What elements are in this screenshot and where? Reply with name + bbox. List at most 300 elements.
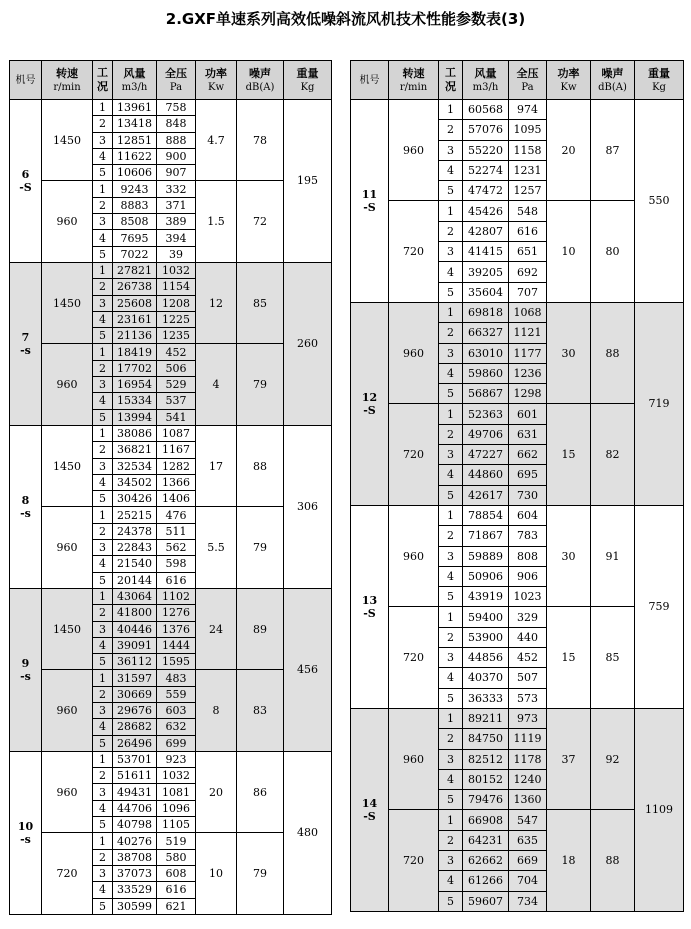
left-spec-table: [9, 60, 332, 915]
cond-cell: 3: [93, 214, 113, 230]
cond-cell: 4: [439, 363, 463, 383]
cond-cell: 2: [93, 279, 113, 295]
power-cell: 12: [196, 262, 237, 343]
flow-cell: 38086: [113, 425, 157, 441]
pressure-cell: 1376: [157, 621, 196, 637]
speed-cell: 720: [389, 810, 439, 911]
cond-cell: 5: [439, 587, 463, 607]
flow-cell: 7695: [113, 230, 157, 246]
cond-cell: 2: [93, 768, 113, 784]
pressure-cell: 608: [157, 865, 196, 881]
pressure-cell: 692: [509, 262, 547, 282]
header-cond: 工 况: [93, 61, 113, 100]
cond-cell: 3: [93, 458, 113, 474]
cond-cell: 2: [439, 729, 463, 749]
cond-cell: 5: [439, 384, 463, 404]
flow-cell: 17702: [113, 360, 157, 376]
pressure-cell: 730: [509, 485, 547, 505]
flow-cell: 39205: [463, 262, 509, 282]
pressure-cell: 329: [509, 607, 547, 627]
flow-cell: 61266: [463, 871, 509, 891]
speed-cell: 960: [389, 708, 439, 809]
cond-cell: 1: [93, 751, 113, 767]
cond-cell: 5: [93, 735, 113, 751]
right-spec-table: [350, 60, 684, 912]
cond-cell: 4: [93, 148, 113, 164]
cond-cell: 2: [93, 197, 113, 213]
pressure-cell: 888: [157, 132, 196, 148]
table-row: [351, 607, 684, 627]
cond-cell: 3: [439, 343, 463, 363]
cond-cell: 3: [439, 749, 463, 769]
left-table-body: [10, 100, 332, 915]
cond-cell: 1: [439, 810, 463, 830]
cond-cell: 5: [439, 790, 463, 810]
model-cell: 7 -s: [10, 262, 42, 425]
cond-cell: 1: [93, 344, 113, 360]
pressure-cell: 900: [157, 148, 196, 164]
flow-cell: 40276: [113, 833, 157, 849]
pressure-cell: 601: [509, 404, 547, 424]
flow-cell: 71867: [463, 526, 509, 546]
flow-cell: 32534: [113, 458, 157, 474]
flow-cell: 36821: [113, 442, 157, 458]
pressure-cell: 635: [509, 830, 547, 850]
cond-cell: 5: [93, 409, 113, 425]
cond-cell: 5: [439, 891, 463, 911]
cond-cell: 3: [93, 784, 113, 800]
flow-cell: 49706: [463, 424, 509, 444]
pressure-cell: 1236: [509, 363, 547, 383]
flow-cell: 49431: [113, 784, 157, 800]
weight-cell: 759: [635, 505, 684, 708]
flow-cell: 64231: [463, 830, 509, 850]
cond-cell: 4: [439, 566, 463, 586]
power-cell: 1.5: [196, 181, 237, 262]
pressure-cell: 906: [509, 566, 547, 586]
header-power: 功率 Kw: [196, 61, 237, 100]
noise-cell: 88: [591, 302, 635, 403]
cond-cell: 4: [439, 668, 463, 688]
flow-cell: 20144: [113, 572, 157, 588]
noise-cell: 89: [237, 588, 284, 669]
flow-cell: 18419: [113, 344, 157, 360]
flow-cell: 13418: [113, 116, 157, 132]
flow-cell: 53900: [463, 627, 509, 647]
pressure-cell: 483: [157, 670, 196, 686]
model-cell: 11 -S: [351, 100, 389, 303]
pressure-cell: 1406: [157, 491, 196, 507]
flow-cell: 84750: [463, 729, 509, 749]
model-cell: 10 -s: [10, 751, 42, 914]
pressure-cell: 1023: [509, 587, 547, 607]
cond-cell: 2: [93, 849, 113, 865]
table-row: [351, 404, 684, 424]
pressure-cell: 1231: [509, 160, 547, 180]
cond-cell: 1: [93, 100, 113, 116]
pressure-cell: 1235: [157, 328, 196, 344]
cond-cell: 4: [93, 393, 113, 409]
cond-cell: 1: [439, 302, 463, 322]
power-cell: 17: [196, 425, 237, 506]
power-cell: 5.5: [196, 507, 237, 588]
flow-cell: 16954: [113, 377, 157, 393]
cond-cell: 2: [93, 605, 113, 621]
cond-cell: 4: [439, 160, 463, 180]
power-cell: 4.7: [196, 100, 237, 181]
flow-cell: 27821: [113, 262, 157, 278]
flow-cell: 89211: [463, 708, 509, 728]
table-row: [351, 810, 684, 830]
pressure-cell: 1121: [509, 323, 547, 343]
flow-cell: 78854: [463, 505, 509, 525]
power-cell: 15: [547, 404, 591, 505]
flow-cell: 42617: [463, 485, 509, 505]
weight-cell: 480: [284, 751, 332, 914]
pressure-cell: 695: [509, 465, 547, 485]
pressure-cell: 562: [157, 540, 196, 556]
table-row: [10, 751, 332, 767]
noise-cell: 88: [591, 810, 635, 911]
flow-cell: 59889: [463, 546, 509, 566]
pressure-cell: 1158: [509, 140, 547, 160]
noise-cell: 88: [237, 425, 284, 506]
flow-cell: 25215: [113, 507, 157, 523]
pressure-cell: 332: [157, 181, 196, 197]
flow-cell: 38708: [113, 849, 157, 865]
cond-cell: 3: [439, 445, 463, 465]
pressure-cell: 559: [157, 686, 196, 702]
cond-cell: 1: [93, 507, 113, 523]
header-weight: 重量 Kg: [635, 61, 684, 100]
flow-cell: 33529: [113, 882, 157, 898]
power-cell: 8: [196, 670, 237, 751]
header-flow: 风量 m3/h: [113, 61, 157, 100]
pressure-cell: 973: [509, 708, 547, 728]
flow-cell: 53701: [113, 751, 157, 767]
flow-cell: 60568: [463, 100, 509, 120]
power-cell: 37: [547, 708, 591, 809]
pressure-cell: 598: [157, 556, 196, 572]
cond-cell: 2: [439, 323, 463, 343]
flow-cell: 47227: [463, 445, 509, 465]
flow-cell: 21540: [113, 556, 157, 572]
header-model: 机号: [351, 61, 389, 100]
flow-cell: 41415: [463, 242, 509, 262]
cond-cell: 1: [93, 670, 113, 686]
cond-cell: 5: [439, 181, 463, 201]
flow-cell: 69818: [463, 302, 509, 322]
cond-cell: 1: [93, 262, 113, 278]
speed-cell: 720: [389, 404, 439, 505]
pressure-cell: 1068: [509, 302, 547, 322]
right-table-body: [351, 100, 684, 912]
table-row: [10, 181, 332, 197]
flow-cell: 63010: [463, 343, 509, 363]
flow-cell: 28682: [113, 719, 157, 735]
flow-cell: 40370: [463, 668, 509, 688]
flow-cell: 62662: [463, 850, 509, 870]
pressure-cell: 1366: [157, 474, 196, 490]
speed-cell: 720: [389, 201, 439, 302]
noise-cell: 79: [237, 833, 284, 914]
cond-cell: 3: [93, 295, 113, 311]
header-pressure: 全压 Pa: [509, 61, 547, 100]
header-speed: 转速 r/min: [42, 61, 93, 100]
pressure-cell: 616: [157, 882, 196, 898]
cond-cell: 1: [439, 201, 463, 221]
cond-cell: 3: [439, 546, 463, 566]
pressure-cell: 1087: [157, 425, 196, 441]
pressure-cell: 662: [509, 445, 547, 465]
table-row: [351, 505, 684, 525]
flow-cell: 43064: [113, 588, 157, 604]
pressure-cell: 452: [509, 648, 547, 668]
pressure-cell: 783: [509, 526, 547, 546]
pressure-cell: 1105: [157, 817, 196, 833]
header-row: [10, 61, 332, 100]
cond-cell: 3: [93, 132, 113, 148]
flow-cell: 42807: [463, 221, 509, 241]
noise-cell: 79: [237, 344, 284, 425]
cond-cell: 5: [93, 246, 113, 262]
pressure-cell: 734: [509, 891, 547, 911]
power-cell: 20: [196, 751, 237, 832]
noise-cell: 92: [591, 708, 635, 809]
cond-cell: 4: [93, 311, 113, 327]
cond-cell: 2: [439, 830, 463, 850]
pressure-cell: 808: [509, 546, 547, 566]
pressure-cell: 758: [157, 100, 196, 116]
pressure-cell: 1444: [157, 637, 196, 653]
cond-cell: 2: [93, 442, 113, 458]
weight-cell: 260: [284, 262, 332, 425]
speed-cell: 1450: [42, 100, 93, 181]
cond-cell: 1: [439, 404, 463, 424]
pressure-cell: 580: [157, 849, 196, 865]
table-row: [10, 670, 332, 686]
pressure-cell: 704: [509, 871, 547, 891]
table-row: [351, 100, 684, 120]
speed-cell: 960: [389, 302, 439, 403]
power-cell: 24: [196, 588, 237, 669]
noise-cell: 82: [591, 404, 635, 505]
table-row: [10, 262, 332, 278]
flow-cell: 35604: [463, 282, 509, 302]
pressure-cell: 603: [157, 702, 196, 718]
weight-cell: 550: [635, 100, 684, 303]
flow-cell: 13994: [113, 409, 157, 425]
cond-cell: 5: [439, 485, 463, 505]
cond-cell: 1: [439, 505, 463, 525]
pressure-cell: 1360: [509, 790, 547, 810]
header-pressure: 全压 Pa: [157, 61, 196, 100]
pressure-cell: 669: [509, 850, 547, 870]
cond-cell: 3: [439, 850, 463, 870]
header-weight: 重量 Kg: [284, 61, 332, 100]
cond-cell: 4: [439, 769, 463, 789]
weight-cell: 719: [635, 302, 684, 505]
pressure-cell: 541: [157, 409, 196, 425]
pressure-cell: 616: [509, 221, 547, 241]
pressure-cell: 651: [509, 242, 547, 262]
flow-cell: 22843: [113, 540, 157, 556]
pressure-cell: 1208: [157, 295, 196, 311]
pressure-cell: 1240: [509, 769, 547, 789]
cond-cell: 5: [93, 491, 113, 507]
cond-cell: 2: [439, 526, 463, 546]
pressure-cell: 371: [157, 197, 196, 213]
flow-cell: 45426: [463, 201, 509, 221]
flow-cell: 47472: [463, 181, 509, 201]
power-cell: 10: [196, 833, 237, 914]
cond-cell: 2: [439, 120, 463, 140]
pressure-cell: 604: [509, 505, 547, 525]
flow-cell: 36333: [463, 688, 509, 708]
flow-cell: 23161: [113, 311, 157, 327]
pressure-cell: 1177: [509, 343, 547, 363]
cond-cell: 1: [439, 607, 463, 627]
flow-cell: 12851: [113, 132, 157, 148]
cond-cell: 2: [93, 523, 113, 539]
pressure-cell: 389: [157, 214, 196, 230]
model-cell: 13 -S: [351, 505, 389, 708]
flow-cell: 30426: [113, 491, 157, 507]
flow-cell: 30599: [113, 898, 157, 914]
flow-cell: 8883: [113, 197, 157, 213]
weight-cell: 1109: [635, 708, 684, 911]
power-cell: 15: [547, 607, 591, 708]
speed-cell: 960: [389, 505, 439, 606]
flow-cell: 59400: [463, 607, 509, 627]
table-row: [351, 201, 684, 221]
cond-cell: 3: [439, 140, 463, 160]
cond-cell: 3: [93, 377, 113, 393]
cond-cell: 2: [93, 686, 113, 702]
cond-cell: 3: [93, 540, 113, 556]
pressure-cell: 548: [509, 201, 547, 221]
flow-cell: 10606: [113, 165, 157, 181]
noise-cell: 85: [237, 262, 284, 343]
cond-cell: 5: [93, 572, 113, 588]
cond-cell: 3: [93, 621, 113, 637]
cond-cell: 3: [93, 702, 113, 718]
pressure-cell: 440: [509, 627, 547, 647]
cond-cell: 3: [93, 865, 113, 881]
flow-cell: 40798: [113, 817, 157, 833]
pressure-cell: 1095: [509, 120, 547, 140]
pressure-cell: 547: [509, 810, 547, 830]
cond-cell: 4: [93, 474, 113, 490]
flow-cell: 41800: [113, 605, 157, 621]
pressure-cell: 452: [157, 344, 196, 360]
header-noise: 噪声 dB(A): [237, 61, 284, 100]
pressure-cell: 616: [157, 572, 196, 588]
flow-cell: 9243: [113, 181, 157, 197]
flow-cell: 51611: [113, 768, 157, 784]
flow-cell: 79476: [463, 790, 509, 810]
header-speed: 转速 r/min: [389, 61, 439, 100]
cond-cell: 1: [93, 181, 113, 197]
flow-cell: 26496: [113, 735, 157, 751]
flow-cell: 7022: [113, 246, 157, 262]
cond-cell: 3: [439, 648, 463, 668]
flow-cell: 26738: [113, 279, 157, 295]
cond-cell: 2: [439, 221, 463, 241]
cond-cell: 5: [439, 282, 463, 302]
weight-cell: 195: [284, 100, 332, 263]
header-cond: 工 况: [439, 61, 463, 100]
cond-cell: 5: [93, 898, 113, 914]
pressure-cell: 699: [157, 735, 196, 751]
flow-cell: 24378: [113, 523, 157, 539]
flow-cell: 52274: [463, 160, 509, 180]
flow-cell: 44706: [113, 800, 157, 816]
flow-cell: 25608: [113, 295, 157, 311]
pressure-cell: 1154: [157, 279, 196, 295]
weight-cell: 306: [284, 425, 332, 588]
speed-cell: 960: [389, 100, 439, 201]
flow-cell: 39091: [113, 637, 157, 653]
pressure-cell: 1225: [157, 311, 196, 327]
cond-cell: 1: [439, 708, 463, 728]
cond-cell: 4: [439, 262, 463, 282]
flow-cell: 44860: [463, 465, 509, 485]
cond-cell: 2: [93, 360, 113, 376]
pressure-cell: 907: [157, 165, 196, 181]
pressure-cell: 1081: [157, 784, 196, 800]
power-cell: 4: [196, 344, 237, 425]
pressure-cell: 511: [157, 523, 196, 539]
cond-cell: 2: [439, 627, 463, 647]
pressure-cell: 1102: [157, 588, 196, 604]
page-title: 2.GXF单速系列高效低噪斜流风机技术性能参数表(3): [165, 10, 526, 28]
pressure-cell: 507: [509, 668, 547, 688]
pressure-cell: 519: [157, 833, 196, 849]
cond-cell: 4: [93, 800, 113, 816]
pressure-cell: 974: [509, 100, 547, 120]
noise-cell: 78: [237, 100, 284, 181]
pressure-cell: 1298: [509, 384, 547, 404]
pressure-cell: 923: [157, 751, 196, 767]
cond-cell: 5: [439, 688, 463, 708]
cond-cell: 4: [93, 882, 113, 898]
flow-cell: 66908: [463, 810, 509, 830]
pressure-cell: 1032: [157, 262, 196, 278]
speed-cell: 960: [42, 670, 93, 751]
pressure-cell: 39: [157, 246, 196, 262]
flow-cell: 66327: [463, 323, 509, 343]
speed-cell: 960: [42, 181, 93, 262]
header-power: 功率 Kw: [547, 61, 591, 100]
flow-cell: 55220: [463, 140, 509, 160]
pressure-cell: 506: [157, 360, 196, 376]
model-cell: 8 -s: [10, 425, 42, 588]
table-row: [10, 507, 332, 523]
power-cell: 10: [547, 201, 591, 302]
flow-cell: 37073: [113, 865, 157, 881]
pressure-cell: 1096: [157, 800, 196, 816]
speed-cell: 720: [42, 833, 93, 914]
noise-cell: 80: [591, 201, 635, 302]
flow-cell: 44856: [463, 648, 509, 668]
flow-cell: 8508: [113, 214, 157, 230]
pressure-cell: 1032: [157, 768, 196, 784]
cond-cell: 1: [93, 833, 113, 849]
pressure-cell: 707: [509, 282, 547, 302]
table-row: [10, 100, 332, 116]
flow-cell: 57076: [463, 120, 509, 140]
